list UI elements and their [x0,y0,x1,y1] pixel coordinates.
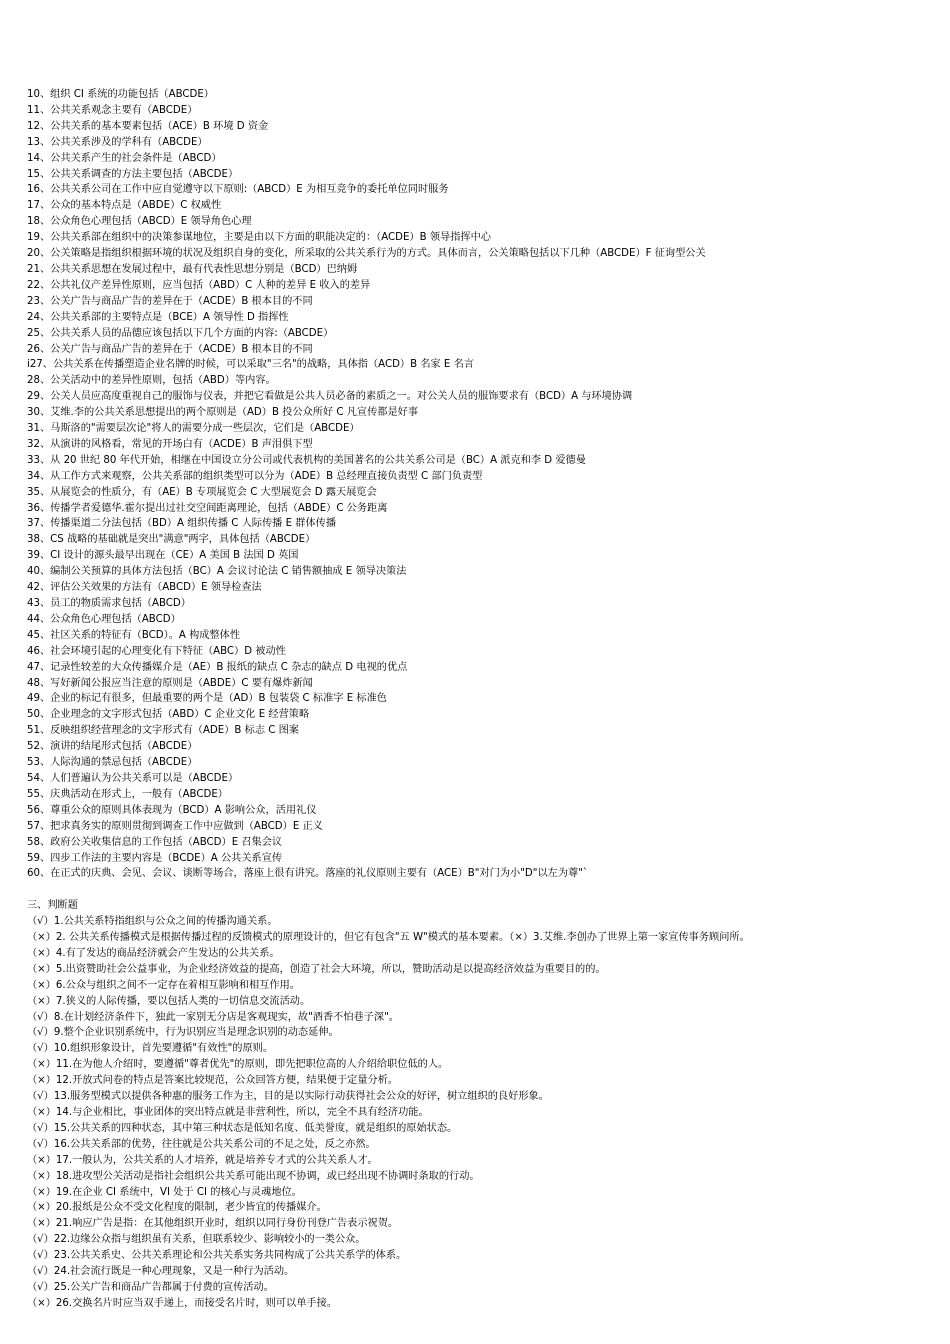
choice-answer-line: 10、组织 CI 系统的功能包括（ABCDE） [27,89,214,100]
choice-answer-line: 57、把求真务实的原则贯彻到调查工作中应做到（ABCD）E 正义 [27,820,323,832]
choice-answer-line: 48、写好新闻公报应当注意的原则是（ABDE）C 要有爆炸新闻 [27,677,313,689]
judgment-answer-line: （√）24.社会流行既是一种心理现象，又是一种行为活动。 [27,1266,295,1278]
judgment-answer-line: （×）6.公众与组织之间不一定存在着相互影响和相互作用。 [27,979,300,991]
choice-answer-line: 38、CS 战略的基础就是突出"满意"两字，具体包括（ABCDE） [27,534,316,546]
judgment-section-heading: 三、判断题 [27,900,78,912]
choice-answer-line: 49、企业的标记有很多，但最重要的两个是（AD）B 包装袋 C 标准字 E 标准色 [27,693,387,705]
judgment-answer-line: （×）21.响应广告是指：在其他组织开业时，组织以同行身份刊登广告表示祝贺。 [27,1218,399,1230]
judgment-answer-line: （√）22.边缘公众指与组织虽有关系，但联系较少、影响较小的一类公众。 [27,1234,366,1246]
judgment-answer-line: （√）23.公共关系史、公共关系理论和公共关系实务共同构成了公共关系学的体系。 [27,1250,407,1262]
choice-answer-line: 53、人际沟通的禁忌包括（ABCDE） [27,757,198,769]
choice-answer-line: 56、尊重公众的原则具体表现为（BCD）A 影响公众，活用礼仪 [27,804,317,816]
choice-answer-line: 26、公关广告与商品广告的差异在于（ACDE）B 根本目的不同 [27,343,313,355]
choice-answer-line: 51、反映组织经营理念的文字形式有（ADE）B 标志 C 图案 [27,725,299,737]
choice-answer-line: 47、记录性较差的大众传播媒介是（AE）B 报纸的缺点 C 杂志的缺点 D 电视的优点 [27,661,408,673]
choice-answer-line: 20、公关策略是指组织根据环境的状况及组织自身的变化，所采取的公共关系行为的方式。具体而言，公关策略包括以下几种（ABCDE）F 征询型公关 [27,248,706,260]
choice-answer-line: 33、从 20 世纪 80 年代开始，相继在中国设立分公司或代表机构的美国著名的公共关系公司是（BC）A 派克和李 D 爱德曼 [27,454,586,466]
choice-answer-line: 19、公共关系部在组织中的决策参谋地位，主要是由以下方面的职能决定的：（ACDE）B 领导指挥中心 [27,232,491,244]
choice-answer-line: 55、庆典活动在形式上，一般有（ABCDE） [27,788,228,800]
choice-answer-line: 11、公共关系观念主要有（ABCDE） [27,104,198,116]
choice-answer-line: 36、传播学者爱德华.霍尔提出过社交空间距离理论，包括（ABDE）C 公务距离 [27,502,388,514]
judgment-answer-line: （×）12.开放式问卷的特点是答案比较规范，公众回答方便，结果便于定量分析。 [27,1075,399,1087]
judgment-answer-line: （×）17.一般认为，公共关系的人才培养，就是培养专才式的公共关系人才。 [27,1154,378,1166]
choice-answer-line: 40、编制公关预算的具体方法包括（BC）A 会议讨论法 C 销售额抽成 E 领导决策法 [27,566,407,578]
choice-answer-line: 18、公众角色心理包括（ABCD）E 领导角色心理 [27,216,252,228]
true-false-answer-list [27,914,927,1312]
choice-answer-line: 45、社区关系的特征有（BCD）。A 构成整体性 [27,629,241,641]
choice-answer-line: 37、传播渠道二分法包括（BD）A 组织传播 C 人际传播 E 群体传播 [27,518,337,530]
judgment-answer-line: （×）11.在为他人介绍时，要遵循"尊者优先"的原则，即先把职位高的人介绍给职位低的人。 [27,1059,449,1071]
choice-answer-line: 58、政府公关收集信息的工作包括（ABCD）E 召集会议 [27,836,283,848]
choice-answer-line: 60、在正式的庆典、会见、会议、谈断等场合，落座上很有讲究。落座的礼仪原则主要有（ACE）B"对门为小"D"以左为尊"` [27,868,588,880]
judgment-answer-line: （×）26.交换名片时应当双手递上，而接受名片时，则可以单手接。 [27,1297,337,1309]
judgment-answer-line: （√）15.公共关系的四种状态，其中第三种状态是低知名度、低美誉度，就是组织的原始状态。 [27,1122,458,1134]
choice-answer-line: i27、公共关系在传播塑造企业名牌的时候，可以采取"三名"的战略，具体指（ACD）B 名家 E 名言 [27,359,474,371]
judgment-answer-line: （×）7.狭义的人际传播，要以包括人类的一切信息交流活动。 [27,995,311,1007]
judgment-answer-line: （√）8.在计划经济条件下，独此一家别无分店是客观现实，故"酒香不怕巷子深"。 [27,1011,399,1023]
judgment-answer-line: （×）2. 公共关系传播模式是根据传播过程的反馈模式的原理设计的，但它有包含"五 W"模式的基本要素。（×）3.艾维.李创办了世界上第一家宣传事务顾问所。 [27,932,750,944]
judgment-answer-line: （√）1.公共关系特指组织与公众之间的传播沟通关系。 [27,916,278,928]
choice-answer-line: 28、公关活动中的差异性原则，包括（ABD）等内容。 [27,375,276,387]
choice-answer-line: 32、从演讲的风格看，常见的开场白有（ACDE）B 声泪俱下型 [27,438,313,450]
choice-answer-line: 35、从展览会的性质分，有（AE）B 专项展览会 C 大型展览会 D 露天展览会 [27,486,377,498]
judgment-answer-line: （×）20.报纸是公众不受文化程度的限制，老少皆宜的传播媒介。 [27,1202,327,1214]
choice-answer-line: 14、公共关系产生的社会条件是（ABCD） [27,152,222,164]
choice-answer-line: 46、社会环境引起的心理变化有下特征（ABC）D 被动性 [27,645,286,657]
judgment-answer-line: （√）25.公关广告和商品广告都属于付费的宣传活动。 [27,1281,274,1293]
judgment-answer-line: （×）4.有了发达的商品经济就会产生发达的公共关系。 [27,947,280,959]
judgment-answer-line: （×）19.在企业 CI 系统中，VI 处于 CI 的核心与灵魂地位。 [27,1186,302,1198]
choice-answer-line: 17、公众的基本特点是（ABDE）C 权威性 [27,200,222,212]
choice-answer-line: 13、公共关系涉及的学科有（ABCDE） [27,136,208,148]
choice-answer-line: 54、人们普遍认为公共关系可以是（ABCDE） [27,772,239,784]
choice-answer-line: 31、马斯洛的"需要层次论"将人的需要分成一些层次，它们是（ABCDE） [27,423,360,435]
choice-answer-line: 43、员工的物质需求包括（ABCD） [27,598,191,609]
multiple-choice-answer-list [27,87,927,882]
choice-answer-line: 15、公共关系调查的方法主要包括（ABCDE） [27,168,239,180]
choice-answer-line: 59、四步工作法的主要内容是（BCDE）A 公共关系宣传 [27,852,283,864]
choice-answer-line: 24、公共关系部的主要特点是（BCE）A 领导性 D 指挥性 [27,311,289,323]
choice-answer-line: 21、公共关系思想在发展过程中，最有代表性思想分别是（BCD）巴纳姆 [27,263,358,275]
choice-answer-line: 52、演讲的结尾形式包括（ABCDE） [27,741,198,753]
choice-answer-line: 25、公共关系人员的品德应该包括以下几个方面的内容:（ABCDE） [27,327,334,339]
choice-answer-line: 50、企业理念的文字形式包括（ABD）C 企业文化 E 经营策略 [27,709,310,721]
judgment-answer-line: （×）18.进攻型公关活动是指社会组织公共关系可能出现不协调，或已经出现不协调时条取的行动。 [27,1170,480,1182]
choice-answer-line: 39、CI 设计的源头最早出现在（CE）A 美国 B 法国 D 英国 [27,550,299,562]
judgment-answer-line: （×）5.出资赞助社会公益事业，为企业经济效益的提高，创造了社会大环境，所以，赞助活动是以提高经济效益为重要目的的。 [27,963,606,975]
choice-answer-line: 42、评估公关效果的方法有（ABCD）E 领导检查法 [27,582,262,594]
choice-answer-line: 34、从工作方式来观察，公共关系部的组织类型可以分为（ADE）B 总经理直接负责型 C 部门负责型 [27,470,483,482]
section-spacer [27,882,927,898]
choice-answer-line: 23、公关广告与商品广告的差异在于（ACDE）B 根本目的不同 [27,295,313,307]
choice-answer-line: 12、公共关系的基本要素包括（ACE）B 环境 D 资金 [27,120,269,132]
choice-answer-line: 44、公众角色心理包括（ABCD） [27,613,181,625]
judgment-answer-line: （√）16.公共关系部的优势，往往就是公共关系公司的不足之处，反之亦然。 [27,1138,376,1150]
choice-answer-line: 30、艾维.李的公共关系思想提出的两个原则是（AD）B 投公众所好 C 凡宣传都是好事 [27,407,419,419]
judgment-answer-line: （×）14.与企业相比，事业团体的突出特点就是非营利性，所以，完全不具有经济功能。 [27,1107,429,1118]
choice-answer-line: 29、公关人员应高度重视自己的服饰与仪表，并把它看做是公共人员必备的素质之一。对公关人员的服饰要求有（BCD）A 与环境协调 [27,391,633,403]
choice-answer-line: 22、公共礼仪产差异性原则，应当包括（ABD）C 人种的差异 E 收入的差异 [27,279,371,291]
choice-answer-line: 16、公共关系公司在工作中应自觉遵守以下原则:（ABCD）E 为相互竞争的委托单位同时服务 [27,184,449,196]
document-page [27,87,927,1312]
judgment-answer-line: （√）13.服务型模式以提供各种惠的服务工作为主，目的是以实际行动获得社会公众的好评，树立组织的良好形象。 [27,1091,549,1103]
judgment-answer-line: （√）9.整个企业识别系统中，行为识别应当是理念识别的动态延伸。 [27,1027,339,1039]
judgment-answer-line: （√）10.组织形象设计，首先要遵循"有效性"的原则。 [27,1043,274,1055]
